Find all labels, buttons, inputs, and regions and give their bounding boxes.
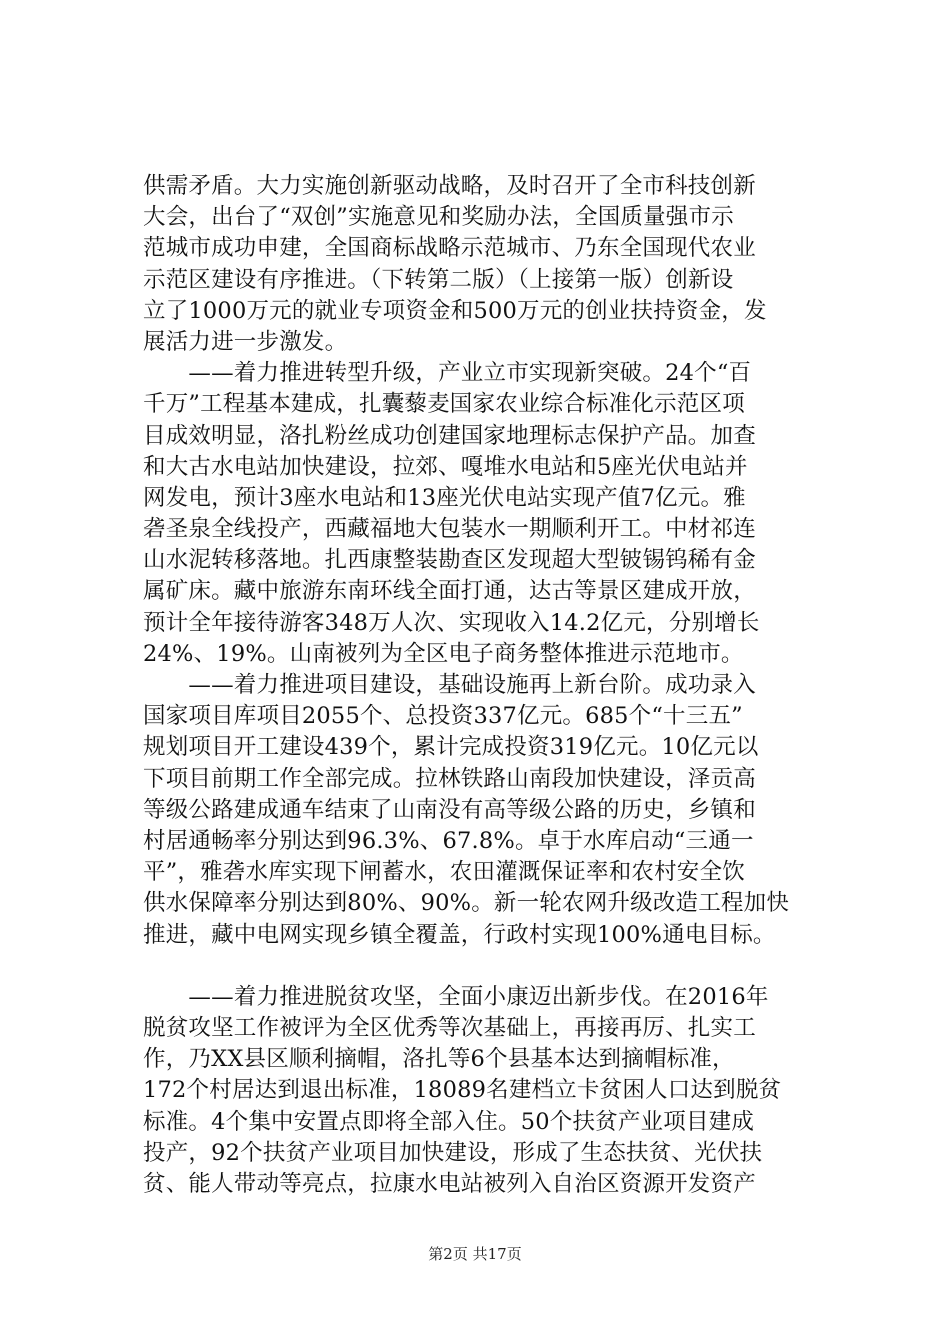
text-line: 供水保障率分别达到80%、90%。新一轮农网升级改造工程加快 <box>143 890 790 917</box>
text-line: 大会，出台了“双创”实施意见和奖励办法，全国质量强市示 <box>143 204 734 231</box>
text-line: 村居通畅率分别达到96.3%、67.8%。卓于水库启动“三通一 <box>143 827 754 854</box>
text-line: ——着力推进转型升级，产业立市实现新突破。24个“百 <box>143 360 752 387</box>
text-line: 规划项目开工建设439个，累计完成投资319亿元。10亿元以 <box>143 734 759 761</box>
text-line: 展活力进一步激发。 <box>143 328 348 355</box>
text-line: 国家项目库项目2055个、总投资337亿元。685个“十三五” <box>143 703 743 730</box>
page-footer: 第2页 共17页 <box>428 1245 522 1263</box>
text-line: 等级公路建成通车结束了山南没有高等级公路的历史，乡镇和 <box>143 796 756 823</box>
text-line: 和大古水电站加快建设，拉郊、嘎堆水电站和5座光伏电站并 <box>143 453 748 480</box>
text-line: 供需矛盾。大力实施创新驱动战略，及时召开了全市科技创新 <box>143 173 756 199</box>
text-line: 砻圣泉全线投产，西藏福地大包装水一期顺利开工。中材祁连 <box>143 516 756 543</box>
text-line: 立了1000万元的就业专项资金和500万元的创业扶持资金，发 <box>143 297 767 324</box>
paragraph-gap <box>143 951 843 982</box>
text-line: 平”，雅砻水库实现下闸蓄水，农田灌溉保证率和农村安全饮 <box>143 859 745 886</box>
text-line: 下项目前期工作全部完成。拉林铁路山南段加快建设，泽贡高 <box>143 765 756 792</box>
text-line: 贫、能人带动等亮点，拉康水电站被列入自治区资源开发资产 <box>143 1171 756 1197</box>
text-line: 示范区建设有序推进。（下转第二版）（上接第一版）创新设 <box>143 266 734 293</box>
text-line: 网发电，预计3座水电站和13座光伏电站实现产值7亿元。雅 <box>143 484 746 511</box>
text-line: 属矿床。藏中旅游东南环线全面打通，达古等景区建成开放， <box>143 578 756 605</box>
text-line: ——着力推进脱贫攻坚，全面小康迈出新步伐。在2016年 <box>143 983 769 1010</box>
text-line: 山水泥转移落地。扎西康整装勘查区发现超大型铍锡钨稀有金 <box>143 547 756 574</box>
document-body <box>143 171 843 1200</box>
text-line: 千万”工程基本建成，扎囊藜麦国家农业综合标准化示范区项 <box>143 391 745 418</box>
text-line: 172个村居达到退出标准，18089名建档立卡贫困人口达到脱贫 <box>143 1077 782 1104</box>
text-line: 作，乃XX县区顺利摘帽，洛扎等6个县基本达到摘帽标准， <box>143 1046 735 1073</box>
text-line: ——着力推进项目建设，基础设施再上新台阶。成功录入 <box>143 672 756 698</box>
text-line: 预计全年接待游客348万人次、实现收入14.2亿元，分别增长 <box>143 609 760 636</box>
text-line: 推进，藏中电网实现乡镇全覆盖，行政村实现100%通电目标。 <box>143 921 776 948</box>
text-line: 脱贫攻坚工作被评为全区优秀等次基础上，再接再厉、扎实工 <box>143 1015 756 1042</box>
text-line: 范城市成功申建，全国商标战略示范城市、乃东全国现代农业 <box>143 235 756 262</box>
text-line: 投产，92个扶贫产业项目加快建设，形成了生态扶贫、光伏扶 <box>143 1139 763 1166</box>
text-line: 目成效明显，洛扎粉丝成功创建国家地理标志保护产品。加查 <box>143 422 756 449</box>
text-line: 标准。4个集中安置点即将全部入住。50个扶贫产业项目建成 <box>143 1108 755 1135</box>
text-line: 24%、19%。山南被列为全区电子商务整体推进示范地市。 <box>143 640 744 667</box>
